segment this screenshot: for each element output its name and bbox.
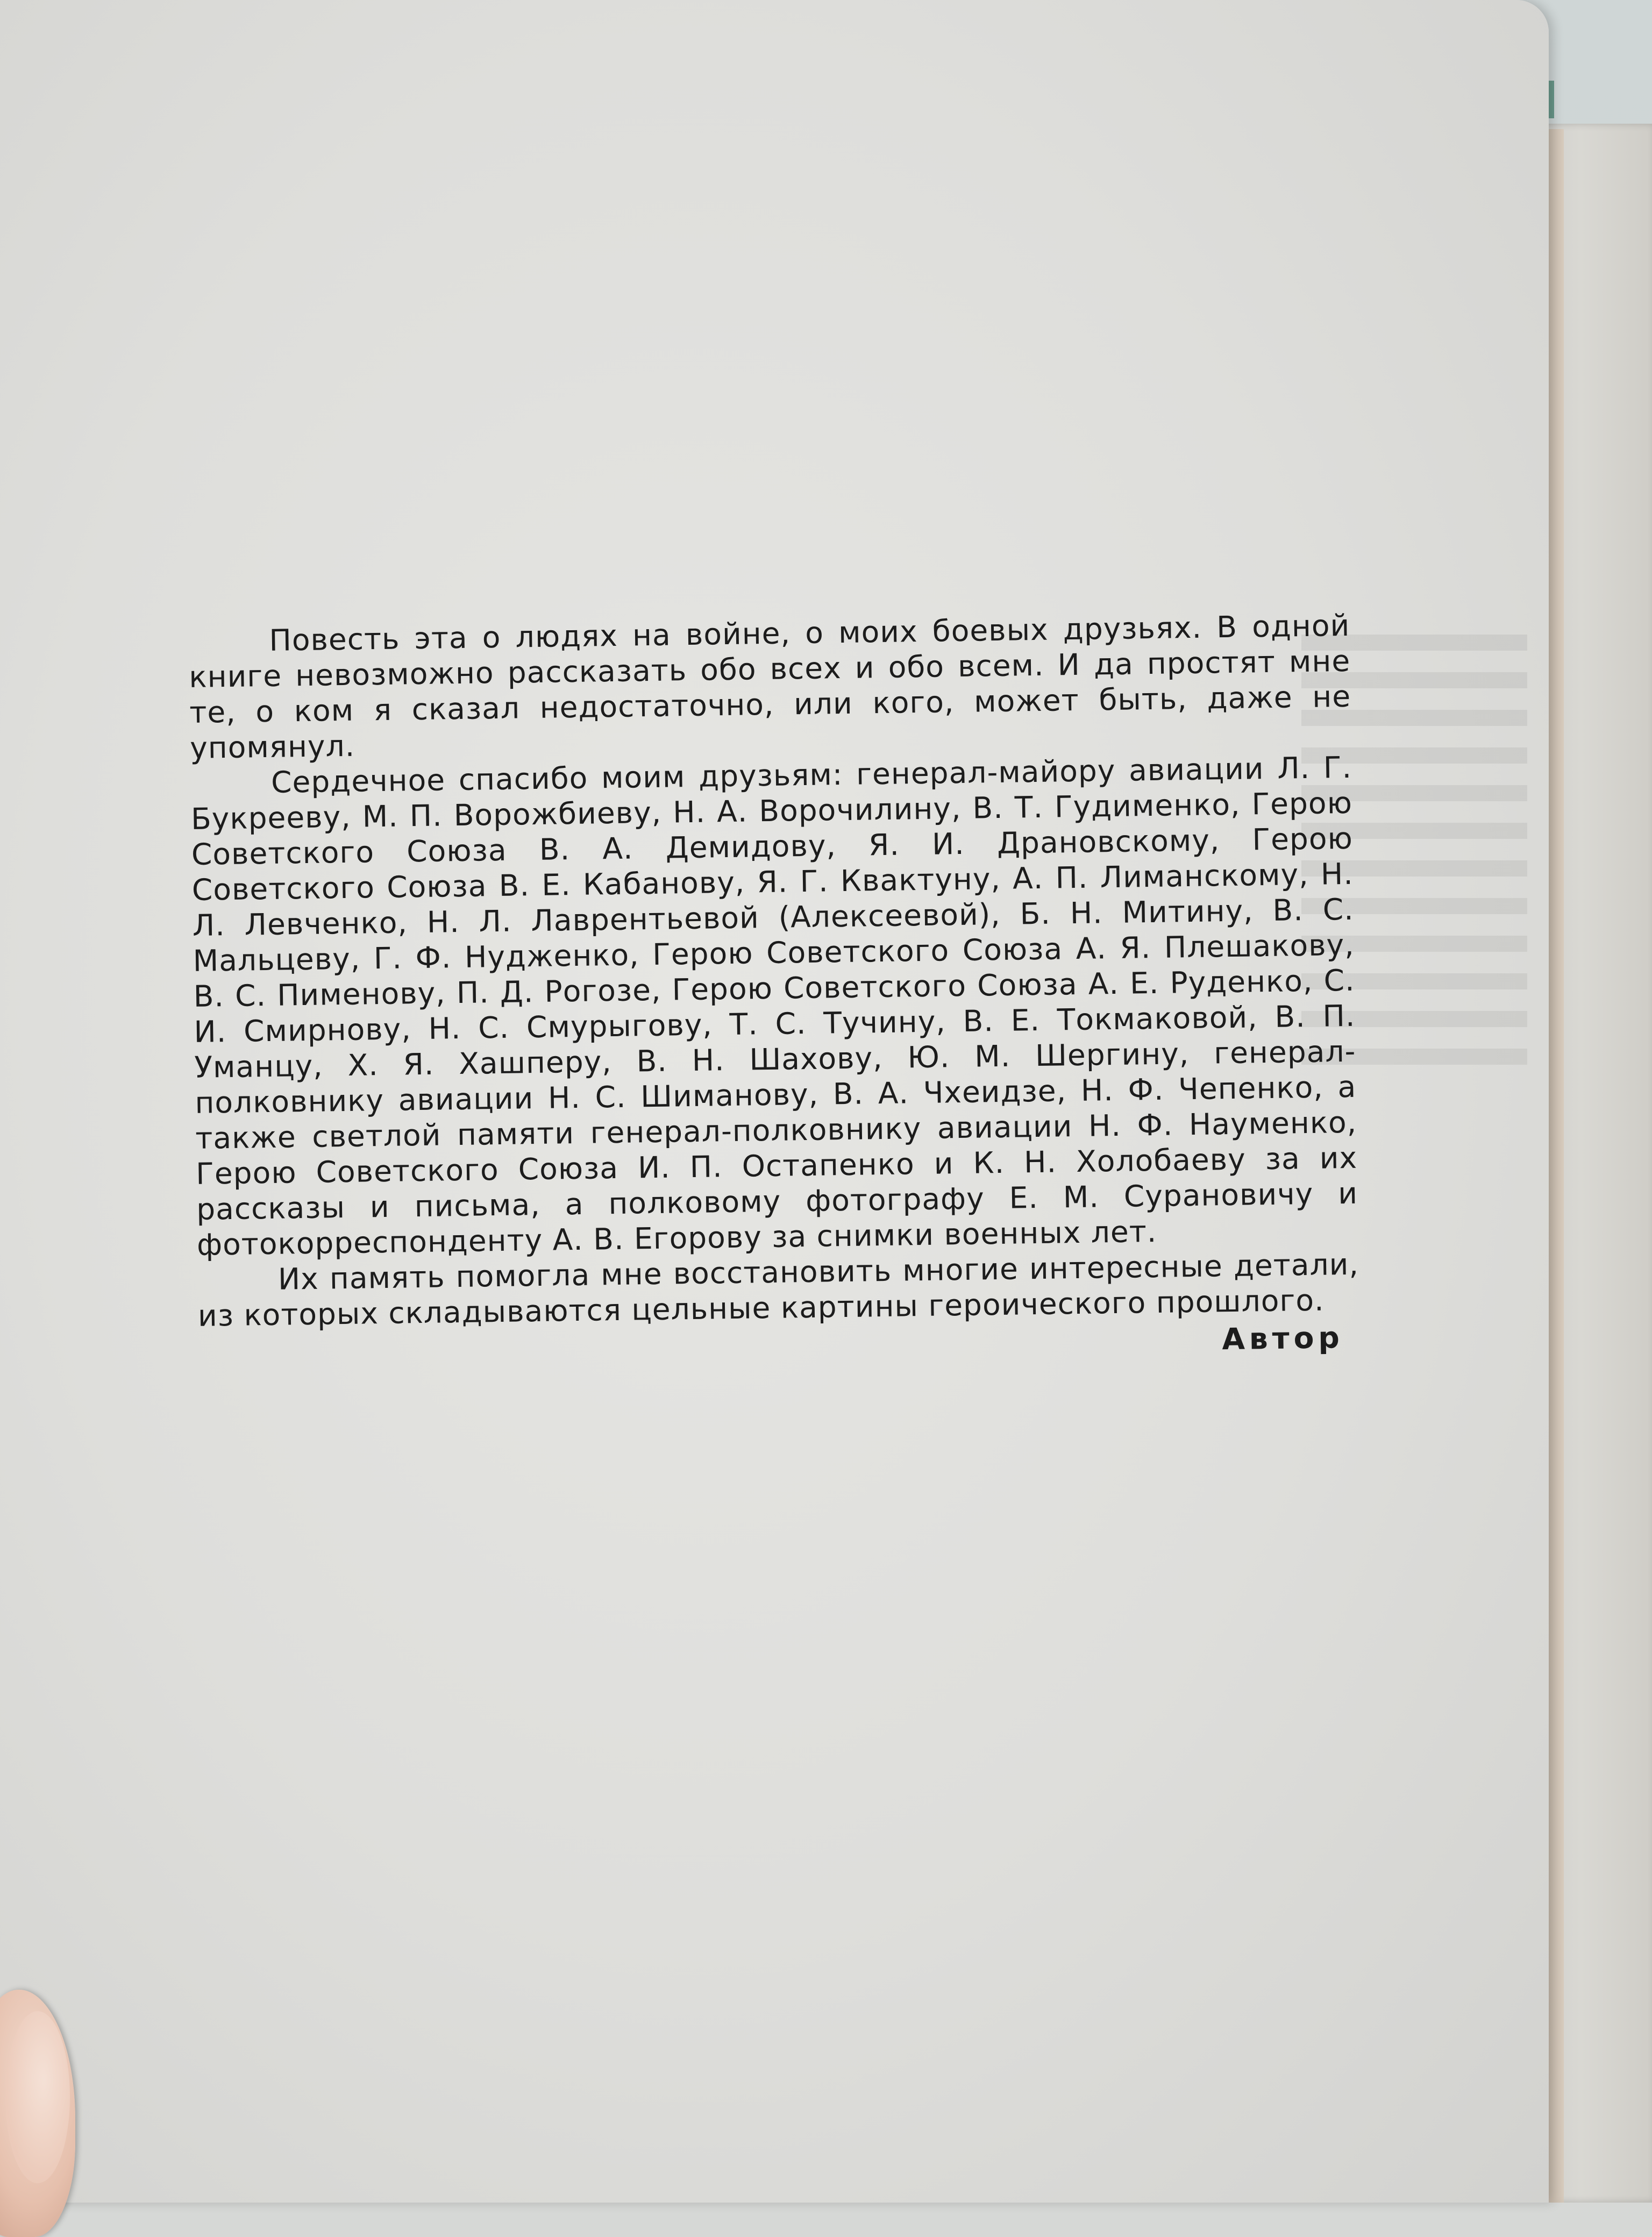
- paragraph-intro: Повесть эта о людях на войне, о моих боевых друзьях. В одной книге невозможно рассказать обо всех и обо всем. И да простят мне те, о ком я сказал недостаточно, или кого, может быть, даже не упомянул.: [188, 608, 1351, 765]
- dedication-text: [188, 608, 1360, 1371]
- author-signature: Автор: [1221, 1320, 1344, 1357]
- page-edge: [1549, 129, 1564, 2203]
- thumb-nail: [5, 2011, 70, 2183]
- paragraph-memory: Их память помогла мне восстановить многие интересные детали, из которых складываются цельные картины героического прошлого.: [197, 1246, 1359, 1333]
- paragraph-thanks: Сердечное спасибо моим друзьям: генерал-майору авиации Л. Г. Букрееву, М. П. Ворожбиеву, Н. А. Ворочилину, В. Т. Гудименко, Герою Советского Союза В. А. Демидову, Я. И. Драновскому, Герою Советского Союза В. Е. Кабанову, Я. Г. Квактуну, А. П. Лиманскому, Н. Л. Левченко, Н. Л. Лаврентьевой (Алексеевой), Б. Н. Митину, В. С. Мальцеву, Г. Ф. Нудженко, Герою Советского Союза А. Я. Плешакову, В. С. Пименову, П. Д. Рогозе, Герою Советского Союза А. Е. Руденко, С. И. Смирнову, Н. С. Смурыгову, Т. С. Тучину, В. Е. Токмаковой, В. П. Уманцу, Х. Я. Хашперу, В. Н. Шахову, Ю. М. Шергину, генерал-полковнику авиации Н. С. Шиманову, В. А. Чхеидзе, Н. Ф. Чепенко, а также светлой памяти генерал-полковнику авиации Н. Ф. Науменко, Герою Советского Союза И. П. Остапенко и К. Н. Холобаеву за их рассказы и письма, а полковому фотографу Е. М. Сурановичу и фотокорреспонденту А. В. Егорову за снимки военных лет.: [190, 750, 1358, 1262]
